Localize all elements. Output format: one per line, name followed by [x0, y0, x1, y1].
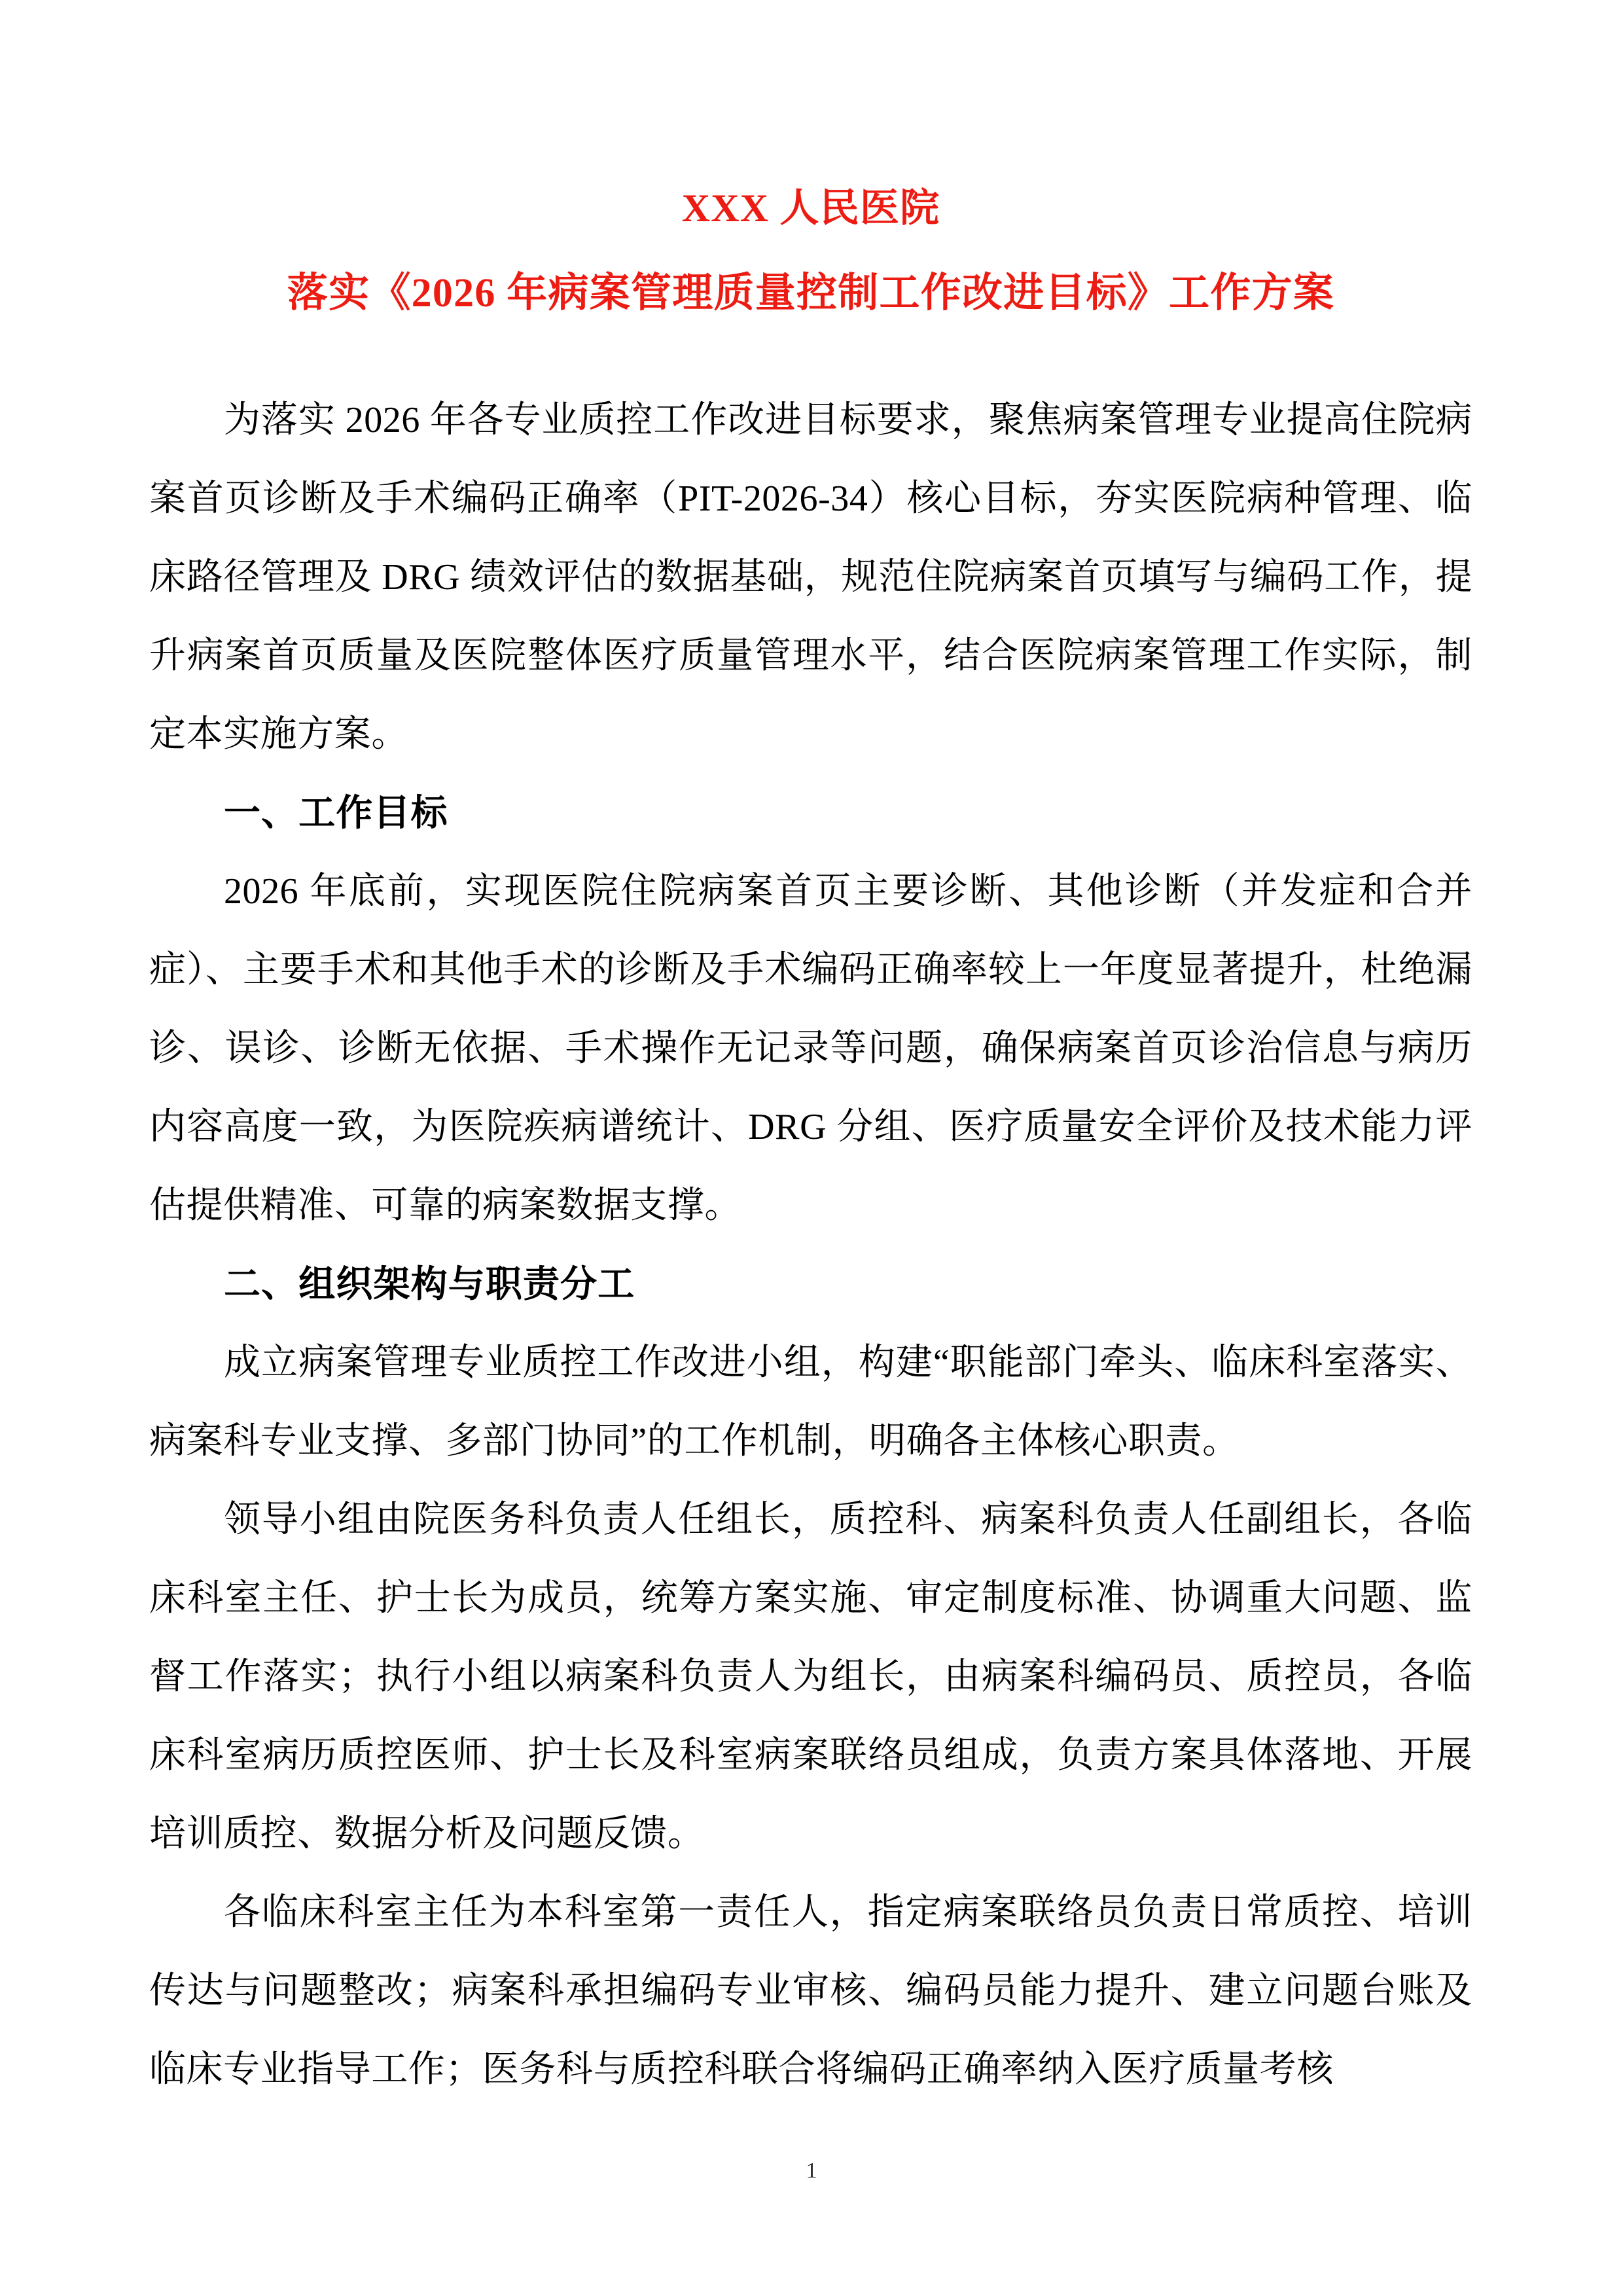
page-title: XXX 人民医院: [681, 187, 940, 230]
paragraph-section-2-1: 成立病案管理专业质控工作改进小组，构建“职能部门牵头、临床科室落实、病案科专业支撑、多部门协同”的工作机制，明确各主体核心职责。: [149, 1342, 1472, 1462]
document-title-block: [149, 0, 1472, 321]
document-body: [149, 381, 1472, 2109]
document-content: [149, 0, 1472, 2109]
paragraph-section-2-3: 各临床科室主任为本科室第一责任人，指定病案联络员负责日常质控、培训传达与问题整改；病案科承担编码专业审核、编码员能力提升、建立问题台账及临床专业指导工作；医务科与质控科联合将编码正确率纳入医疗质量考核: [149, 1892, 1472, 2090]
page-subtitle: 落实《2026 年病案管理质量控制工作改进目标》工作方案: [287, 271, 1335, 315]
paragraph-section-1-1: 2026 年底前，实现医院住院病案首页主要诊断、其他诊断（并发症和合并症）、主要手术和其他手术的诊断及手术编码正确率较上一年度显著提升，杜绝漏诊、误诊、诊断无依据、手术操作无记录等问题，确保病案首页诊治信息与病历内容高度一致，为医院疾病谱统计、DRG 分组、医疗质量安全评价及技术能力评估提供精准、可靠的病案数据支撑。: [149, 871, 1472, 1226]
paragraph-preamble: 为落实 2026 年各专业质控工作改进目标要求，聚焦病案管理专业提高住院病案首页诊断及手术编码正确率（PIT-2026-34）核心目标，夯实医院病种管理、临床路径管理及 DRG 绩效评估的数据基础，规范住院病案首页填写与编码工作，提升病案首页质量及医院整体医疗质量管理水平，结合医院病案管理工作实际，制定本实施方案。: [149, 400, 1472, 755]
section-heading-2: 二、组织架构与职责分工: [224, 1263, 635, 1304]
section-heading-1: 一、工作目标: [224, 792, 448, 833]
page-number: 1: [806, 2159, 817, 2183]
paragraph-section-2-2: 领导小组由院医务科负责人任组长，质控科、病案科负责人任副组长，各临床科室主任、护士长为成员，统筹方案实施、审定制度标准、协调重大问题、监督工作落实；执行小组以病案科负责人为组长，由病案科编码员、质控员，各临床科室病历质控医师、护士长及科室病案联络员组成，负责方案具体落地、开展培训质控、数据分析及问题反馈。: [149, 1499, 1472, 1854]
